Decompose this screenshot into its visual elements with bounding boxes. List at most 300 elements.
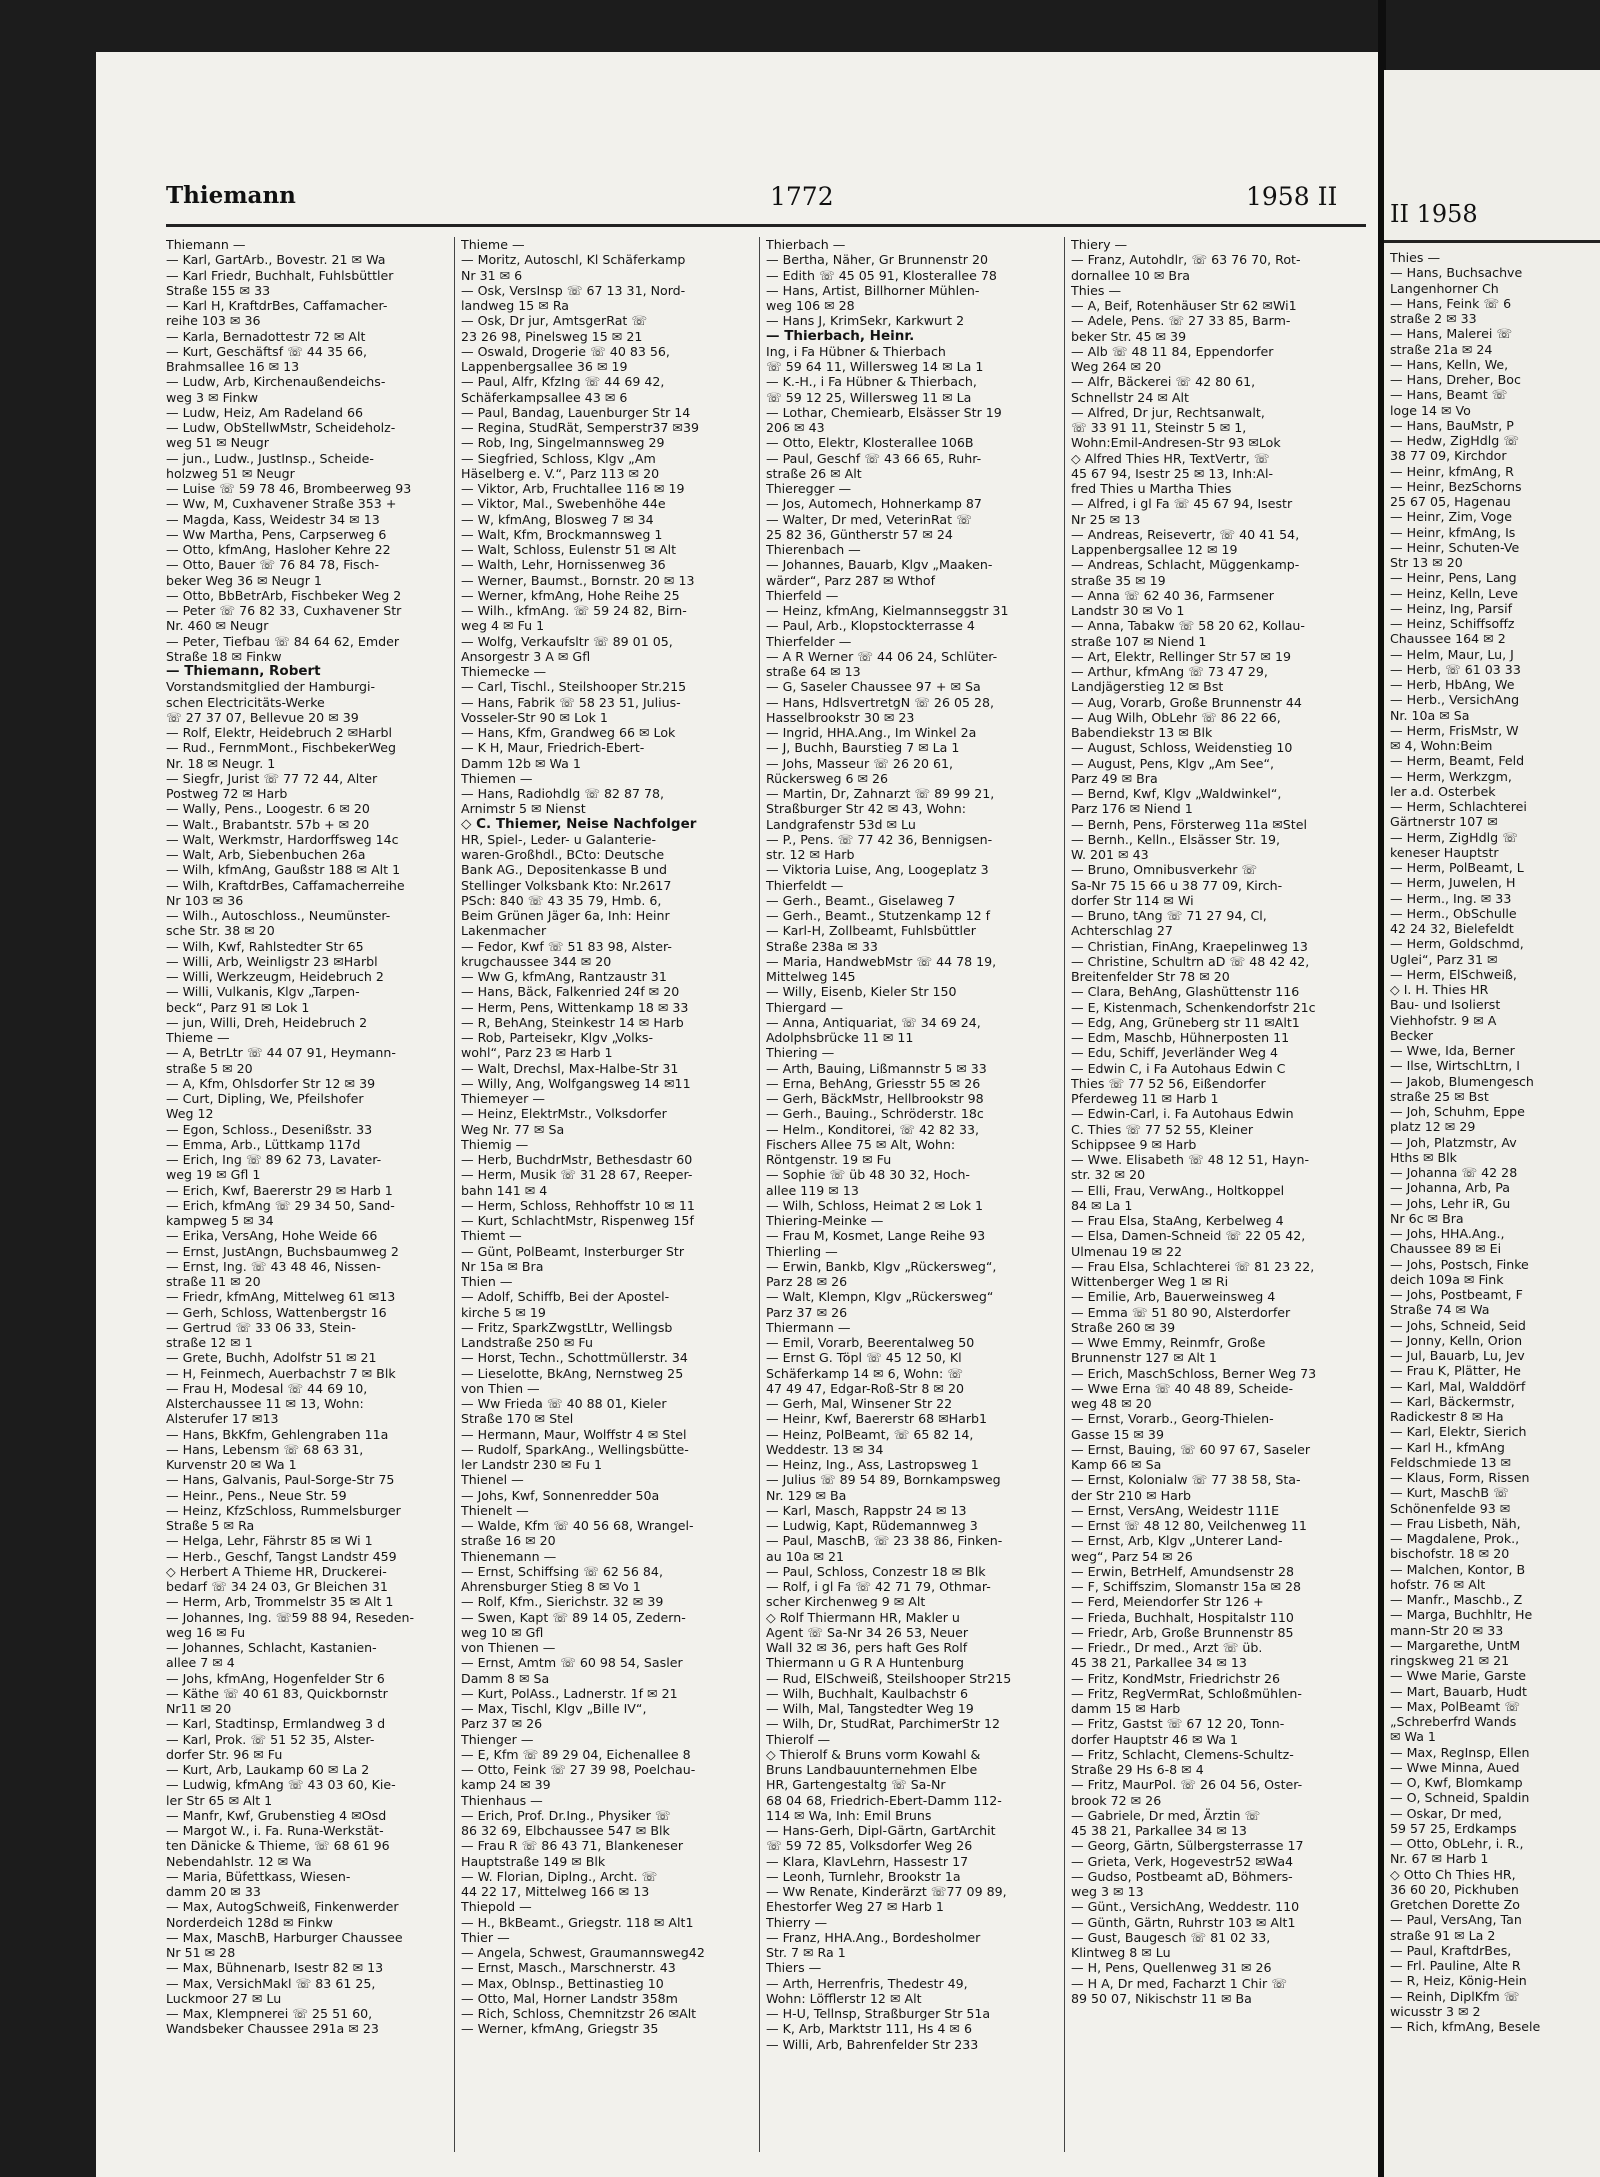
- directory-entry: — Walt, Klempn, Klgv „Rückersweg“: [766, 1289, 994, 1305]
- directory-entry: — Bernh., Kelln., Elsässer Str. 19,: [1071, 831, 1281, 847]
- directory-entry: — Wilh, Buchhalt, Kaulbachstr 6: [766, 1685, 968, 1701]
- adjacent-entry: — Wwe, Ida, Berner: [1390, 1043, 1515, 1058]
- directory-entry: 47 49 47, Edgar-Roß-Str 8 ✉ 20: [766, 1380, 964, 1396]
- directory-entry: — Günt, PolBeamt, Insterburger Str: [461, 1243, 685, 1259]
- directory-entry: Thiemann —: [166, 237, 246, 252]
- directory-entry: Sa-Nr 75 15 66 u 38 77 09, Kirch-: [1071, 877, 1283, 893]
- directory-entry: — Viktoria Luise, Ang, Loogeplatz 3: [766, 862, 989, 878]
- directory-entry: — Walt, Kfm, Brockmannsweg 1: [461, 526, 663, 542]
- directory-entry: — Friedr, Arb, Große Brunnenstr 85: [1071, 1624, 1294, 1640]
- adjacent-entry: Radickestr 8 ✉ Ha: [1390, 1409, 1504, 1424]
- directory-entry: — Paul, Bandag, Lauenburger Str 14: [461, 404, 691, 420]
- adjacent-entry: Schönenfelde 93 ✉: [1390, 1500, 1511, 1516]
- adjacent-entry: loge 14 ✉ Vo: [1390, 402, 1471, 418]
- directory-entry: 23 26 98, Pinelsweg 15 ✉ 21: [461, 328, 643, 344]
- directory-entry: — Ludwig, Kapt, Rüdemannweg 3: [766, 1518, 978, 1533]
- directory-entry: — Paul, Arb., Klopstockterrasse 4: [766, 618, 975, 634]
- directory-entry: — Otto, BbBetrArb, Fischbeker Weg 2: [166, 587, 402, 603]
- directory-entry: — Hans, Fabrik ☏ 58 23 51, Julius-: [461, 694, 681, 710]
- directory-entry: Thienger —: [461, 1731, 534, 1747]
- directory-entry: weg 51 ✉ Neugr: [166, 435, 269, 451]
- adjacent-entry: — Helm, Maur, Lu, J: [1390, 646, 1514, 662]
- directory-entry: — Willy, Eisenb, Kieler Str 150: [766, 984, 957, 1000]
- directory-page: [96, 52, 1378, 2177]
- directory-entry: — Max, AutogSchweiß, Finkenwerder: [166, 1899, 399, 1915]
- directory-entry: beker Weg 36 ✉ Neugr 1: [166, 572, 322, 588]
- directory-entry: Breitenfelder Str 78 ✉ 20: [1071, 969, 1230, 984]
- directory-entry: — Otto, kfmAng, Hasloher Kehre 22: [166, 542, 391, 557]
- directory-entry: — A, Kfm, Ohlsdorfer Str 12 ✉ 39: [166, 1075, 376, 1091]
- directory-entry: — Paul, Alfr, KfzIng ☏ 44 69 42,: [461, 374, 665, 390]
- adjacent-entry: — Heinr, kfmAng, Is: [1390, 524, 1516, 540]
- directory-entry: — Wilh, Mal, Tangstedter Weg 19: [766, 1701, 974, 1716]
- directory-entry: — Gust, Baugesch ☏ 81 02 33,: [1071, 1929, 1271, 1945]
- directory-entry: Wittenberger Weg 1 ✉ Ri: [1071, 1274, 1229, 1289]
- directory-entry: — Gerh, BäckMstr, Hellbrookstr 98: [766, 1091, 984, 1106]
- directory-entry: Thieregger —: [766, 481, 852, 496]
- adjacent-entry: Nr 6c ✉ Bra: [1390, 1210, 1464, 1226]
- directory-entry: — Willi, Vulkanis, Klgv „Tarpen-: [166, 984, 360, 1000]
- directory-entry: Parz 37 ✉ 26: [766, 1304, 848, 1320]
- directory-entry: dorfer Hauptstr 46 ✉ Wa 1: [1071, 1731, 1238, 1747]
- directory-entry: — Ludwig, kfmAng ☏ 43 03 60, Kie-: [166, 1777, 396, 1793]
- directory-entry: — Rolf, Kfm., Sierichstr. 32 ✉ 39: [461, 1594, 664, 1610]
- directory-entry: — Lothar, Chemiearb, Elsässer Str 19: [766, 404, 1002, 420]
- adjacent-entry: — Herm, ElSchweiß,: [1390, 966, 1517, 982]
- directory-entry: Ehestorfer Weg 27 ✉ Harb 1: [766, 1899, 944, 1915]
- directory-entry: — Werner, kfmAng, Hohe Reihe 25: [461, 587, 680, 603]
- directory-entry: — Emilie, Arb, Bauerweinsweg 4: [1071, 1289, 1276, 1305]
- adjacent-page-header: II 1958: [1390, 200, 1478, 228]
- directory-entry: Vosseler-Str 90 ✉ Lok 1: [461, 709, 608, 725]
- directory-entry: — K, Arb, Marktstr 111, Hs 4 ✉ 6: [766, 2021, 972, 2037]
- directory-entry: — Hans, Radiohdlg ☏ 82 87 78,: [461, 786, 665, 801]
- directory-entry: — Walth, Lehr, Hornissenweg 36: [461, 557, 666, 573]
- directory-entry: Thiemt —: [461, 1228, 522, 1244]
- adjacent-entry: — Karl, Bäckermstr,: [1390, 1393, 1515, 1409]
- adjacent-entry: — Herm, Goldschmd,: [1390, 936, 1524, 952]
- adjacent-entry: — Karl H., kfmAng: [1390, 1439, 1505, 1455]
- directory-entry: — Wolfg, Verkaufsltr ☏ 89 01 05,: [461, 633, 673, 649]
- directory-entry: — Egon, Schloss., Desenißstr. 33: [166, 1121, 373, 1137]
- directory-entry: Brunnenstr 127 ✉ Alt 1: [1071, 1350, 1217, 1366]
- directory-entry: Thies ☏ 77 52 56, Eißendorfer: [1071, 1075, 1266, 1091]
- adjacent-entry: — Herm, FrisMstr, W: [1390, 722, 1519, 738]
- column-divider: [759, 237, 760, 2152]
- directory-entry: — Wilh, Schloss, Heimat 2 ✉ Lok 1: [766, 1197, 984, 1213]
- directory-entry: — Bernd, Kwf, Klgv „Waldwinkel“,: [1071, 786, 1282, 801]
- directory-entry: — Ernst, JustAngn, Buchsbaumweg 2: [166, 1243, 399, 1259]
- directory-entry: — Ludw, ObStellwMstr, Scheideholz-: [166, 420, 396, 435]
- directory-entry: — Osk, Dr jur, AmtsgerRat ☏: [461, 313, 648, 329]
- directory-entry: — Fritz, SparkZwgstLtr, Wellingsb: [461, 1319, 673, 1335]
- directory-entry: Parz 28 ✉ 26: [766, 1274, 848, 1289]
- directory-entry: — Hans, Galvanis, Paul-Sorge-Str 75: [166, 1472, 395, 1488]
- directory-entry: Lakenmacher: [461, 923, 547, 939]
- directory-entry: dornallee 10 ✉ Bra: [1071, 267, 1190, 283]
- directory-entry: ☏ 59 64 11, Willersweg 14 ✉ La 1: [766, 359, 984, 374]
- directory-entry: — Max, Bühnenarb, Isestr 82 ✉ 13: [166, 1960, 384, 1976]
- directory-entry: — Walt, Werkmstr, Hardorffsweg 14c: [166, 831, 399, 847]
- directory-entry: — Sophie ☏ üb 48 30 32, Hoch-: [766, 1167, 970, 1183]
- directory-entry: — Arth, Herrenfris, Thedestr 49,: [766, 1975, 968, 1991]
- directory-entry: — Ernst, Amtm ☏ 60 98 54, Sasler: [461, 1655, 683, 1671]
- directory-entry: — Walter, Dr med, VeterinRat ☏: [766, 511, 972, 527]
- directory-entry: str. 12 ✉ Harb: [766, 847, 855, 862]
- adjacent-entry: — Wwe Marie, Garste: [1390, 1668, 1527, 1684]
- directory-entry: Weg 264 ✉ 20: [1071, 359, 1162, 374]
- adjacent-entry: 38 77 09, Kirchdor: [1390, 448, 1507, 464]
- adjacent-entry: — Herm, Beamt, Feld: [1390, 753, 1525, 769]
- directory-entry: — Erwin, Bankb, Klgv „Rückersweg“,: [766, 1258, 997, 1274]
- directory-entry: Häselberg e. V.“, Parz 113 ✉ 20: [461, 465, 660, 481]
- adjacent-entry: — Max, PolBeamt ☏: [1390, 1698, 1521, 1714]
- adjacent-entry: — Frl. Pauline, Alte R: [1390, 1958, 1521, 1973]
- directory-entry: Weddestr. 13 ✉ 34: [766, 1441, 884, 1457]
- directory-entry: Nr. 129 ✉ Ba: [766, 1487, 847, 1503]
- directory-entry: — Rob, Parteisekr, Klgv „Volks-: [461, 1030, 654, 1045]
- directory-entry: — Alfr, Bäckerei ☏ 42 80 61,: [1071, 374, 1256, 390]
- adjacent-entry: 36 60 20, Pickhuben: [1390, 1881, 1519, 1897]
- adjacent-entry: — Wwe Minna, Aued: [1390, 1759, 1520, 1775]
- directory-entry: Thierling —: [766, 1243, 838, 1259]
- directory-entry: str. 32 ✉ 20: [1071, 1167, 1146, 1183]
- directory-entry: — Herb., Geschf, Tangst Landstr 459: [166, 1548, 397, 1564]
- adjacent-entry: — R, Heiz, König-Hein: [1390, 1973, 1527, 1989]
- directory-entry: — Wilh, kfmAng, Gaußstr 188 ✉ Alt 1: [166, 862, 401, 878]
- directory-entry: 86 32 69, Elbchaussee 547 ✉ Blk: [461, 1823, 670, 1838]
- directory-entry: ☏ 33 91 11, Steinstr 5 ✉ 1,: [1071, 420, 1247, 435]
- directory-entry: — Manfr, Kwf, Grubenstieg 4 ✉Osd: [166, 1807, 387, 1823]
- column-divider: [1064, 237, 1065, 2152]
- directory-entry: weg“, Parz 54 ✉ 26: [1071, 1548, 1193, 1564]
- directory-entry: allee 119 ✉ 13: [766, 1182, 859, 1198]
- directory-entry: — Walt, Drechsl, Max-Halbe-Str 31: [461, 1060, 679, 1076]
- directory-entry: Thiepold —: [461, 1899, 532, 1915]
- adjacent-entry: — Johs, Postsch, Finke: [1390, 1256, 1529, 1272]
- directory-entry: — Viktor, Arb, Fruchtallee 116 ✉ 19: [461, 481, 685, 496]
- directory-entry: — Ludw, Heiz, Am Radeland 66: [166, 404, 364, 420]
- directory-entry: Nr. 18 ✉ Neugr. 1: [166, 755, 276, 771]
- directory-entry: — Angela, Schwest, Graumannsweg42: [461, 1945, 705, 1960]
- directory-entry: Luckmoor 27 ✉ Lu: [166, 1990, 282, 2006]
- directory-entry: Straßburger Str 42 ✉ 43, Wohn:: [766, 801, 966, 817]
- adjacent-entry: — Reinh, DiplKfm ☏: [1390, 1988, 1520, 2004]
- directory-entry: Schäferkampsallee 43 ✉ 6: [461, 389, 628, 405]
- directory-entry: — Jos, Automech, Hohnerkamp 87: [766, 496, 982, 512]
- directory-entry: — Erna, BehAng, Griesstr 55 ✉ 26: [766, 1075, 981, 1091]
- directory-entry: — Walt, Arb, Siebenbuchen 26a: [166, 847, 366, 862]
- directory-entry: — Alfred, i gl Fa ☏ 45 67 94, Isestr: [1071, 496, 1293, 512]
- adjacent-entry: — Herm, Schlachterei: [1390, 799, 1527, 814]
- directory-entry: 206 ✉ 43: [766, 420, 825, 435]
- directory-entry: — Johannes, Bauarb, Klgv „Maaken-: [766, 557, 993, 573]
- directory-entry: ☏ 59 12 25, Willersweg 11 ✉ La: [766, 389, 972, 405]
- directory-entry: Schippsee 9 ✉ Harb: [1071, 1136, 1197, 1152]
- adjacent-entry: ◇ Otto Ch Thies HR,: [1390, 1866, 1516, 1882]
- adjacent-entry: — Paul, VersAng, Tan: [1390, 1912, 1522, 1928]
- page-number: 1772: [770, 182, 834, 211]
- directory-entry: Adolphsbrücke 11 ✉ 11: [766, 1030, 914, 1045]
- directory-entry: W. 201 ✉ 43: [1071, 847, 1149, 862]
- directory-entry: Thiers —: [766, 1960, 822, 1976]
- adjacent-entry: — Herb, HbAng, We: [1390, 677, 1515, 692]
- directory-entry: — Ernst, Kolonialw ☏ 77 38 58, Sta-: [1071, 1472, 1301, 1488]
- directory-entry: — Edwin C, i Fa Autohaus Edwin C: [1071, 1060, 1286, 1076]
- directory-entry: — Maria, HandwebMstr ☏ 44 78 19,: [766, 953, 997, 969]
- directory-entry: Thieme —: [166, 1030, 230, 1045]
- directory-entry: — G, Saseler Chaussee 97 + ✉ Sa: [766, 679, 981, 695]
- directory-entry: — Edith ☏ 45 05 91, Klosterallee 78: [766, 267, 997, 283]
- directory-entry: — Ferd, Meiendorfer Str 126 +: [1071, 1594, 1264, 1610]
- directory-entry: Ansorgestr 3 A ✉ Gfl: [461, 648, 591, 664]
- directory-entry: Kamp 66 ✉ Sa: [1071, 1457, 1162, 1472]
- directory-entry: Bruns Landbauunternehmen Elbe: [766, 1762, 978, 1777]
- directory-entry: — Wwe Erna ☏ 40 48 89, Scheide-: [1071, 1380, 1293, 1396]
- directory-entry: fred Thies u Martha Thies: [1071, 481, 1232, 496]
- directory-entry: Nr 31 ✉ 6: [461, 267, 523, 283]
- directory-entry: Lappenbergsallee 36 ✉ 19: [461, 359, 628, 374]
- directory-entry: damm 20 ✉ 33: [166, 1884, 261, 1899]
- directory-entry: — R, BehAng, Steinkestr 14 ✉ Harb: [461, 1014, 684, 1030]
- directory-entry: — Christian, FinAng, Kraepelinweg 13: [1071, 938, 1308, 954]
- directory-entry: Nebendahlstr. 12 ✉ Wa: [166, 1853, 312, 1869]
- directory-entry: — Heinz, KfzSchloss, Rummelsburger: [166, 1502, 401, 1518]
- adjacent-entry: keneser Hauptstr: [1390, 844, 1499, 860]
- directory-entry: — Bernh, Pens, Försterweg 11a ✉Stel: [1071, 816, 1307, 832]
- adjacent-entry: ◇ I. H. Thies HR: [1390, 982, 1489, 997]
- directory-entry: Thienelt —: [461, 1502, 529, 1518]
- directory-entry: scher Kirchenweg 9 ✉ Alt: [766, 1594, 926, 1610]
- adjacent-entry: — Herm, PolBeamt, L: [1390, 860, 1524, 875]
- directory-entry: — Willi, Arb, Weinligstr 23 ✉Harbl: [166, 953, 378, 969]
- directory-entry: Thierolf —: [766, 1731, 831, 1747]
- directory-entry: — A R Werner ☏ 44 06 24, Schlüter-: [766, 648, 998, 664]
- directory-entry: — Frau M, Kosmet, Lange Reihe 93: [766, 1228, 986, 1244]
- directory-entry: — Leonh, Turnlehr, Brookstr 1a: [766, 1868, 961, 1884]
- directory-entry: — Otto, Mal, Horner Landstr 358m: [461, 1990, 678, 2006]
- directory-entry: — jun, Willi, Dreh, Heidebruch 2: [166, 1014, 368, 1030]
- directory-entry: weg 3 ✉ Finkw: [166, 389, 259, 405]
- directory-entry: — Frieda, Buchhalt, Hospitalstr 110: [1071, 1609, 1294, 1625]
- directory-entry: damm 15 ✉ Harb: [1071, 1701, 1181, 1716]
- adjacent-entry: Chaussee 89 ✉ Ei: [1390, 1241, 1502, 1257]
- directory-entry: — Ernst, Vorarb., Georg-Thielen-: [1071, 1411, 1274, 1427]
- directory-entry: — Ernst, Masch., Marschnerstr. 43: [461, 1960, 676, 1976]
- adjacent-entry: Viehhofstr. 9 ✉ A: [1390, 1012, 1497, 1028]
- adjacent-entry: — Jul, Bauarb, Lu, Jev: [1390, 1348, 1525, 1363]
- directory-entry: — Siegfr, Jurist ☏ 77 72 44, Alter: [166, 770, 378, 786]
- directory-entry: — Aug Wilh, ObLehr ☏ 86 22 66,: [1071, 709, 1281, 725]
- directory-entry: Str. 7 ✉ Ra 1: [766, 1945, 846, 1960]
- adjacent-entry: — Hans, Feink ☏ 6: [1390, 295, 1512, 311]
- directory-entry: — Christine, Schultrn aD ☏ 48 42 42,: [1071, 953, 1310, 969]
- directory-entry: — Hans, BkKfm, Gehlengraben 11a: [166, 1426, 389, 1442]
- directory-entry: — Emma, Arb., Lüttkamp 117d: [166, 1136, 361, 1152]
- directory-entry: Thiermann —: [766, 1319, 851, 1335]
- column-4: [1071, 237, 1359, 2006]
- directory-entry: 44 22 17, Mittelweg 166 ✉ 13: [461, 1884, 650, 1899]
- directory-entry: — Rolf, Elektr, Heidebruch 2 ✉Harbl: [166, 725, 392, 740]
- directory-entry: — Rolf, i gl Fa ☏ 42 71 79, Othmar-: [766, 1579, 991, 1594]
- directory-entry: — Adolf, Schiffb, Bei der Apostel-: [461, 1289, 670, 1305]
- adjacent-entry: Nr. 10a ✉ Sa: [1390, 707, 1470, 723]
- directory-entry: Alsterufer 17 ✉13: [166, 1411, 279, 1427]
- directory-entry: — Ernst, Ing. ☏ 43 48 46, Nissen-: [166, 1258, 381, 1274]
- adjacent-header-rule: [1384, 240, 1600, 243]
- adjacent-entry: platz 12 ✉ 29: [1390, 1119, 1476, 1135]
- directory-entry: — Ernst, Bauing, ☏ 60 97 67, Saseler: [1071, 1441, 1311, 1457]
- adjacent-page-column: [1390, 250, 1540, 2034]
- directory-entry: — Margot W., i. Fa. Runa-Werkstät-: [166, 1823, 384, 1838]
- directory-entry: reihe 103 ✉ 36: [166, 313, 261, 329]
- adjacent-entry: — Heinz, Schiffsoffz: [1390, 616, 1515, 631]
- adjacent-entry: — Johs, HHA.Ang.,: [1390, 1226, 1505, 1241]
- adjacent-entry: Str 13 ✉ 20: [1390, 555, 1463, 570]
- directory-entry: Nr11 ✉ 20: [166, 1701, 232, 1716]
- adjacent-entry: Chaussee 164 ✉ 2: [1390, 631, 1506, 647]
- directory-entry: Thiemen —: [461, 770, 533, 786]
- directory-entry: straße 107 ✉ Niend 1: [1071, 633, 1207, 649]
- directory-entry: Landjägerstieg 12 ✉ Bst: [1071, 679, 1224, 695]
- directory-entry: — Viktor, Mal., Swebenhöhe 44e: [461, 496, 666, 512]
- directory-entry: — Elli, Frau, VerwAng., Holtkoppel: [1071, 1182, 1285, 1198]
- directory-entry: — Werner, Baumst., Bornstr. 20 ✉ 13: [461, 572, 695, 588]
- directory-entry: weg 106 ✉ 28: [766, 298, 855, 313]
- directory-entry: — Anna ☏ 62 40 36, Farmsener: [1071, 587, 1274, 603]
- adjacent-entry: straße 91 ✉ La 2: [1390, 1927, 1496, 1943]
- directory-entry: Ahrensburger Stieg 8 ✉ Vo 1: [461, 1579, 641, 1594]
- directory-entry: — Grete, Buchh, Adolfstr 51 ✉ 21: [166, 1350, 377, 1366]
- directory-entry: — E, Kfm ☏ 89 29 04, Eichenallee 8: [461, 1746, 691, 1762]
- directory-entry: straße 11 ✉ 20: [166, 1274, 261, 1289]
- directory-entry: Rückersweg 6 ✉ 26: [766, 770, 889, 786]
- directory-entry: — Gabriele, Dr med, Ärztin ☏: [1071, 1807, 1261, 1823]
- directory-entry: schen Electricitäts-Werke: [166, 694, 325, 710]
- directory-entry: — Herb, BuchdrMstr, Bethesdastr 60: [461, 1152, 693, 1167]
- directory-entry: — Thierbach, Heinr.: [766, 328, 915, 344]
- directory-entry: Pferdeweg 11 ✉ Harb 1: [1071, 1091, 1219, 1106]
- directory-entry: — Max, Oblnsp., Bettinastieg 10: [461, 1975, 664, 1991]
- directory-entry: — Luise ☏ 59 78 46, Brombeerweg 93: [166, 481, 412, 496]
- directory-entry: weg 3 ✉ 13: [1071, 1884, 1144, 1899]
- directory-entry: — Curt, Dipling, We, Pfeilshofer: [166, 1091, 364, 1106]
- directory-entry: — Ww Martha, Pens, Carpserweg 6: [166, 526, 387, 542]
- directory-entry: Lappenbergsallee 12 ✉ 19: [1071, 542, 1238, 557]
- directory-entry: Parz 49 ✉ Bra: [1071, 770, 1158, 786]
- directory-entry: Mittelweg 145: [766, 969, 856, 984]
- directory-entry: — Klara, KlavLehrn, Hassestr 17: [766, 1853, 969, 1869]
- directory-entry: Nr 51 ✉ 28: [166, 1945, 236, 1960]
- directory-entry: — Edu, Schiff, Jeverländer Weg 4: [1071, 1045, 1279, 1061]
- directory-entry: straße 16 ✉ 20: [461, 1533, 556, 1549]
- directory-entry: Kurvenstr 20 ✉ Wa 1: [166, 1457, 297, 1472]
- directory-entry: ◇ Thierolf & Bruns vorm Kowahl &: [766, 1746, 981, 1762]
- adjacent-entry: — Hedw, ZigHdlg ☏: [1390, 433, 1519, 448]
- adjacent-entry: — Klaus, Form, Rissen: [1390, 1470, 1530, 1485]
- directory-entry: Thierfeld —: [766, 587, 839, 603]
- adjacent-entry: — Paul, KraftdrBes,: [1390, 1942, 1512, 1958]
- directory-entry: — Thiemann, Robert: [166, 664, 321, 679]
- directory-entry: — Hermann, Maur, Wolffstr 4 ✉ Stel: [461, 1426, 687, 1442]
- directory-entry: Wandsbeker Chaussee 291a ✉ 23: [166, 2021, 379, 2037]
- directory-entry: — Erich, Ing ☏ 89 62 73, Lavater-: [166, 1152, 382, 1167]
- directory-entry: — Rich, Schloss, Chemnitzstr 26 ✉Alt: [461, 2006, 697, 2021]
- directory-entry: Straße 29 Hs 6-8 ✉ 4: [1071, 1762, 1204, 1777]
- adjacent-entry: Bau- und Isolierst: [1390, 997, 1501, 1013]
- directory-entry: — H, Pens, Quellenweg 31 ✉ 26: [1071, 1960, 1272, 1976]
- directory-entry: Arnimstr 5 ✉ Nienst: [461, 801, 586, 817]
- directory-entry: — Anna, Antiquariat, ☏ 34 69 24,: [766, 1014, 981, 1030]
- directory-entry: — Herm, Musik ☏ 31 28 67, Reeper-: [461, 1167, 693, 1183]
- directory-entry: Schnellstr 24 ✉ Alt: [1071, 389, 1189, 405]
- directory-entry: — Hans, Kfm, Grandweg 66 ✉ Lok: [461, 725, 676, 740]
- directory-entry: — Fritz, Schlacht, Clemens-Schultz-: [1071, 1746, 1294, 1762]
- directory-entry: dorfer Str. 96 ✉ Fu: [166, 1746, 283, 1762]
- adjacent-entry: — Herm., Ing. ✉ 33: [1390, 890, 1512, 906]
- directory-entry: — Frau R ☏ 86 43 71, Blankeneser: [461, 1838, 684, 1854]
- directory-entry: Damm 12b ✉ Wa 1: [461, 755, 581, 771]
- directory-entry: Straße 170 ✉ Stel: [461, 1411, 574, 1427]
- directory-entry: — Regina, StudRät, Semperstr37 ✉39: [461, 420, 699, 435]
- directory-entry: — Erich, Prof. Dr.Ing., Physiker ☏: [461, 1807, 671, 1823]
- directory-entry: — Moritz, Autoschl, Kl Schäferkamp: [461, 252, 686, 268]
- directory-entry: — Otto, Feink ☏ 27 39 98, Poelchau-: [461, 1762, 696, 1777]
- adjacent-entry: — O, Schneid, Spaldin: [1390, 1790, 1530, 1806]
- directory-entry: Thienhaus —: [461, 1792, 543, 1808]
- directory-entry: Weg Nr. 77 ✉ Sa: [461, 1121, 565, 1137]
- directory-entry: — Horst, Techn., Schottmüllerstr. 34: [461, 1350, 688, 1366]
- directory-entry: — Ludw, Arb, Kirchenaußendeichs-: [166, 374, 386, 390]
- directory-entry: — Wilh., kfmAng. ☏ 59 24 82, Birn-: [461, 603, 687, 618]
- directory-entry: HR, Gartengestaltg ☏ Sa-Nr: [766, 1777, 946, 1793]
- directory-entry: 45 67 94, Isestr 25 ✉ 13, Inh:Al-: [1071, 465, 1273, 481]
- directory-entry: Alsterchaussee 11 ✉ 13, Wohn:: [166, 1396, 364, 1411]
- adjacent-entry: 25 67 05, Hagenau: [1390, 494, 1511, 509]
- directory-entry: — Andreas, Schlacht, Müggenkamp-: [1071, 557, 1300, 573]
- adjacent-entry: ✉ Wa 1: [1390, 1729, 1436, 1745]
- adjacent-entry: — Johs, Lehr iR, Gu: [1390, 1195, 1511, 1211]
- directory-entry: — Kurt, Arb, Laukamp 60 ✉ La 2: [166, 1762, 370, 1777]
- directory-entry: Straße 260 ✉ 39: [1071, 1319, 1176, 1335]
- adjacent-entry: — Heinr, Pens, Lang: [1390, 570, 1517, 586]
- directory-entry: holzweg 51 ✉ Neugr: [166, 465, 295, 481]
- directory-entry: — Otto, Elektr, Klosterallee 106B: [766, 435, 974, 451]
- directory-entry: — Gerh., Bauing., Schröderstr. 18c: [766, 1106, 984, 1122]
- directory-entry: — Wilh, Kwf, Rahlstedter Str 65: [166, 938, 364, 954]
- adjacent-entry: — Johs, Postbeamt, F: [1390, 1287, 1523, 1302]
- directory-entry: waren-Großhdl., BCto: Deutsche: [461, 847, 665, 862]
- directory-entry: — A, Beif, Rotenhäuser Str 62 ✉Wi1: [1071, 298, 1297, 313]
- directory-entry: weg 4 ✉ Fu 1: [461, 618, 545, 634]
- directory-entry: ten Dänicke & Thieme, ☏ 68 61 96: [166, 1838, 390, 1854]
- adjacent-entry: — Malchen, Kontor, B: [1390, 1561, 1526, 1577]
- directory-entry: — Gertrud ☏ 33 06 33, Stein-: [166, 1319, 356, 1335]
- directory-entry: Klintweg 8 ✉ Lu: [1071, 1945, 1171, 1960]
- directory-entry: — Erich, kfmAng ☏ 29 34 50, Sand-: [166, 1197, 395, 1213]
- directory-entry: — Rob, Ing, Singelmannsweg 29: [461, 435, 665, 451]
- directory-entry: au 10a ✉ 21: [766, 1548, 845, 1564]
- directory-entry: Wohn: Löfflerstr 12 ✉ Alt: [766, 1990, 922, 2006]
- adjacent-entry: — Frau K, Plätter, He: [1390, 1363, 1521, 1379]
- directory-entry: Thienel —: [461, 1472, 524, 1488]
- directory-entry: — Fedor, Kwf ☏ 51 83 98, Alster-: [461, 938, 672, 954]
- adjacent-entry: straße 21a ✉ 24: [1390, 341, 1493, 357]
- adjacent-entry: „Schreberfrd Wands: [1390, 1714, 1517, 1729]
- running-head-name: Thiemann: [166, 182, 296, 209]
- directory-entry: 25 82 36, Güntherstr 57 ✉ 24: [766, 526, 953, 542]
- directory-entry: — Willi, Werkzeugm, Heidebruch 2: [166, 969, 384, 984]
